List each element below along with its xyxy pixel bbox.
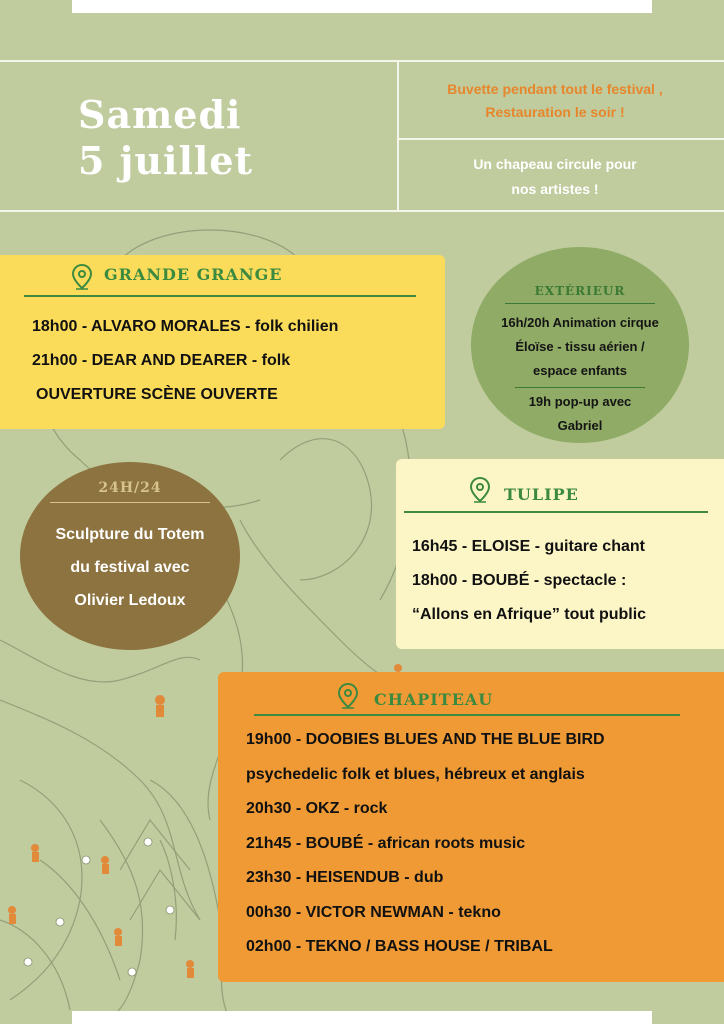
header-bottom-divider	[0, 210, 724, 212]
exterieur-popup-text: 19h pop-up avec Gabriel	[528, 394, 632, 433]
totem-circle	[20, 462, 240, 650]
location-pin-icon	[470, 477, 490, 503]
tulipe-item-2: 18h00 - BOUBÉ - spectacle :	[412, 572, 627, 589]
date-day: Samedi	[78, 92, 242, 137]
chapiteau-item-4: 00h30 - VICTOR NEWMAN - tekno	[246, 904, 501, 921]
bottom-white-bar	[72, 1011, 652, 1024]
exterieur-circle	[471, 247, 689, 443]
chapiteau-panel	[218, 672, 724, 982]
chapiteau-title: CHAPITEAU	[374, 690, 494, 709]
header-middle-divider	[398, 138, 724, 140]
grande-grange-panel	[0, 255, 445, 429]
header-vertical-divider	[397, 60, 399, 212]
exterieur-divider	[515, 387, 645, 388]
totem-title: 24H/24	[98, 480, 162, 496]
grande-grange-title: GRANDE GRANGE	[104, 265, 283, 284]
totem-text: Sculpture du Totem du festival avec Olivier Ledoux	[55, 526, 205, 609]
chapiteau-item-3: 23h30 - HEISENDUB - dub	[246, 869, 444, 886]
tulipe-panel	[396, 459, 724, 649]
event-date	[78, 92, 378, 184]
tulipe-extra: “Allons en Afrique” tout public	[412, 606, 647, 623]
tulipe-title: TULIPE	[504, 485, 579, 504]
chapiteau-headliner: 19h00 - DOOBIES BLUES AND THE BLUE BIRD	[246, 731, 605, 748]
chapiteau-underline	[254, 714, 680, 716]
exterieur-title: EXTÉRIEUR	[534, 284, 626, 298]
grande-grange-item-2: 21h00 - DEAR AND DEARER - folk	[32, 352, 291, 369]
chapiteau-item-2: 21h45 - BOUBÉ - african roots music	[246, 835, 526, 852]
tulipe-item-1: 16h45 - ELOISE - guitare chant	[412, 538, 645, 555]
chapeau-line-2: nos artistes !	[511, 181, 599, 197]
totem-underline	[50, 502, 210, 503]
location-pin-icon	[72, 264, 92, 290]
chapiteau-item-1: 20h30 - OKZ - rock	[246, 800, 388, 817]
chapiteau-item-5: 02h00 - TEKNO / BASS HOUSE / TRIBAL	[246, 938, 553, 955]
tulipe-underline	[404, 511, 708, 513]
buvette-info	[400, 78, 710, 124]
buvette-line-2: Restauration le soir !	[485, 104, 625, 120]
grande-grange-extra: OUVERTURE SCÈNE OUVERTE	[36, 386, 278, 403]
location-pin-icon	[338, 683, 358, 709]
header-top-divider	[0, 60, 724, 62]
grande-grange-underline	[24, 295, 416, 297]
date-month: 5 juillet	[78, 138, 254, 183]
chapeau-line-1: Un chapeau circule pour	[473, 156, 637, 172]
exterieur-underline	[505, 303, 655, 304]
top-white-bar	[72, 0, 652, 13]
chapeau-info	[400, 152, 710, 202]
exterieur-text: 16h/20h Animation cirque Éloïse - tissu aérien / espace enfants	[501, 315, 659, 378]
chapiteau-headliner-desc: psychedelic folk et blues, hébreux et anglais	[246, 766, 585, 783]
grande-grange-item-1: 18h00 - ALVARO MORALES - folk chilien	[32, 318, 339, 335]
buvette-line-1: Buvette pendant tout le festival ,	[447, 81, 663, 97]
